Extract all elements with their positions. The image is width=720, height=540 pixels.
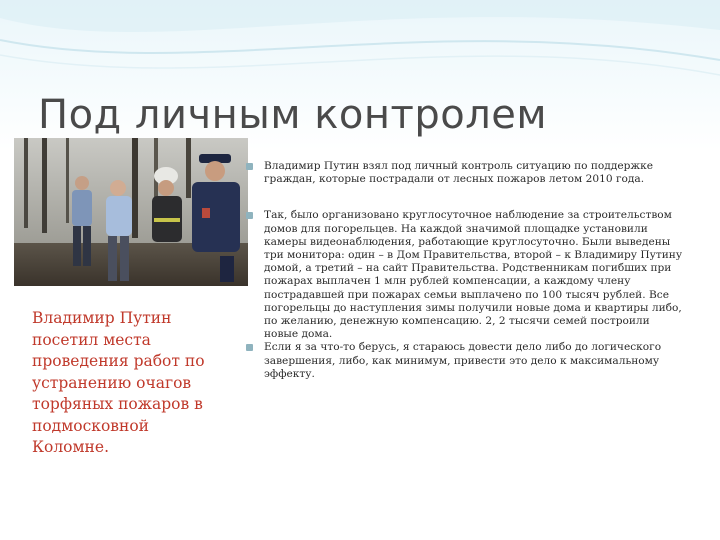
slide-title: Под личным контролем xyxy=(38,92,548,138)
photo-caption: Владимир Путин посетил места проведения работ по устранению очагов торфяных пожаров в подмосковной Коломне. xyxy=(32,309,205,456)
bullet-text: Владимир Путин взял под личный контроль ситуацию по поддержке граждан, которые пострадали от лесных пожаров летом 2010 года. xyxy=(264,160,654,186)
bullet-list xyxy=(246,160,686,381)
bullet-text: Если я за что-то берусь, я стараюсь довести дело либо до логического завершения, либо, как минимум, привести это дело к максимальному эффекту. xyxy=(264,341,662,380)
bullet-marker-icon xyxy=(246,163,253,170)
photo-putin-firefighters xyxy=(14,138,248,286)
bullet-text: Так, было организовано круглосуточное наблюдение за строительством домов для погорельцев. На каждой значимой площадке установили камеры видеонаблюдения, работающие круглосуточно. Были выведены три монитора: один – в Дом Правительства, второй – к Владимиру Путину домой, а третий – на сайт Правительства. Родственникам погибших при пожарах выплачен 1 млн рублей компенсации, а каждому члену пострадавшей при пожарах семьи выплачено по 100 тысяч рублей. Все погорельцы до наступления зимы получили новые дома и квартиры либо, по желанию, денежную компенсацию. 2, 2 тысячи семей построили новые дома. xyxy=(264,209,683,341)
bullet-item xyxy=(246,209,686,341)
bullet-item xyxy=(246,341,686,381)
bullet-marker-icon xyxy=(246,344,253,351)
bullet-marker-icon xyxy=(246,212,253,219)
bullet-item xyxy=(246,160,686,186)
